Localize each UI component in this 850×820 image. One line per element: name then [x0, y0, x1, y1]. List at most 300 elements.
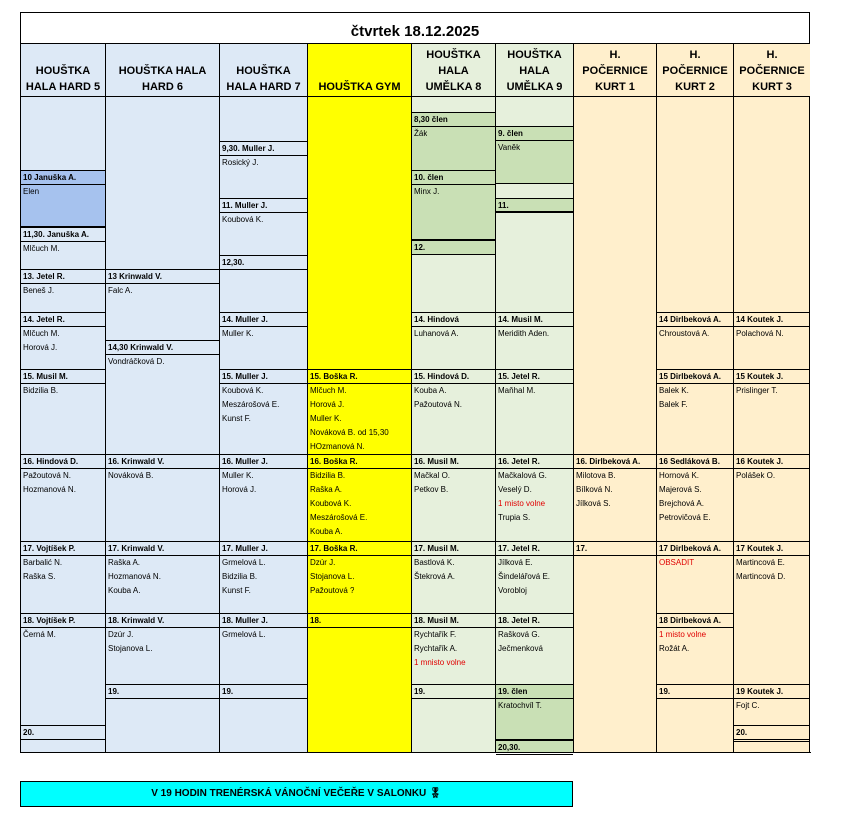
slot-divider	[21, 283, 105, 284]
time-slot[interactable]	[734, 541, 809, 684]
slot-divider	[496, 212, 573, 213]
column-header-line: H.	[689, 49, 701, 61]
column-header	[733, 43, 810, 96]
slot-divider	[734, 698, 809, 699]
time-slot[interactable]	[734, 369, 809, 454]
player-name: Hozmanová N.	[23, 485, 76, 494]
player-name: Meridith Aden.	[498, 329, 550, 338]
slot-time-coach: 11,30. Januška A.	[23, 230, 89, 239]
slot-divider	[734, 326, 809, 327]
player-name: Dzúr J.	[108, 630, 134, 639]
column-body	[656, 96, 733, 752]
slot-time-coach: 16. Dirlbeková A.	[576, 457, 641, 466]
slot-divider	[734, 739, 809, 740]
player-name: Žák	[414, 129, 428, 138]
player-name: Beneš J.	[23, 286, 55, 295]
slot-time-coach: 17. Vojtíšek P.	[23, 544, 76, 553]
column-header-line: KURT 3	[752, 81, 792, 93]
column-header	[495, 43, 573, 96]
slot-divider	[220, 212, 307, 213]
slot-time-coach: 18. Vojtíšek P.	[23, 616, 76, 625]
time-slot[interactable]	[106, 454, 219, 541]
player-name: Ječmenková	[498, 644, 543, 653]
player-name: Horová J.	[222, 485, 257, 494]
player-name: Hornová K.	[659, 471, 700, 480]
slot-divider	[21, 241, 105, 242]
player-name: Rosický J.	[222, 158, 259, 167]
player-name: Koubová K.	[222, 386, 264, 395]
player-name: Bidzilia B.	[23, 386, 59, 395]
slot-divider	[412, 698, 495, 699]
slot-time-coach: 17. Boška R.	[310, 544, 358, 553]
player-name: Rašková G.	[498, 630, 540, 639]
slot-divider	[574, 468, 656, 469]
slot-time-coach: 15. Hindová D.	[414, 372, 470, 381]
player-name: Raška S.	[23, 572, 56, 581]
slot-time-coach: 16. Musil M.	[414, 457, 459, 466]
player-name: Černá M.	[23, 630, 56, 639]
date-title: čtvrtek 18.12.2025	[20, 12, 810, 44]
slot-time-coach: 20.	[23, 728, 35, 737]
slot-divider	[496, 698, 573, 699]
slot-time-coach: 19.	[659, 687, 671, 696]
player-name: Nováková B.	[108, 471, 154, 480]
slot-time-coach: 14. Muller J.	[222, 315, 268, 324]
player-name: Jílková E.	[498, 558, 533, 567]
time-slot[interactable]	[734, 684, 809, 725]
slot-time-coach: 14. Hindová	[414, 315, 459, 324]
player-name: Šindelářová E.	[498, 572, 551, 581]
player-name: Koubová K.	[222, 215, 264, 224]
slot-divider	[657, 326, 733, 327]
player-name: Kouba A.	[414, 386, 447, 395]
player-name: Vorobloj	[498, 586, 527, 595]
player-name: Rožát A.	[659, 644, 690, 653]
time-slot[interactable]	[734, 312, 809, 369]
time-slot[interactable]	[21, 454, 105, 541]
player-name: Meszárošová E.	[222, 400, 280, 409]
column-header-line: KURT 1	[595, 81, 635, 93]
time-slot[interactable]	[308, 541, 411, 613]
player-name: Trupia S.	[498, 513, 531, 522]
slot-time-coach: 12.	[414, 243, 426, 252]
player-name: Meszárošová E.	[310, 513, 368, 522]
player-name: Bidzilia B.	[222, 572, 258, 581]
player-name: Pažoutová N.	[23, 471, 72, 480]
slot-divider	[412, 468, 495, 469]
time-slot[interactable]	[412, 684, 495, 753]
player-name: HOzmanová N.	[310, 442, 365, 451]
time-slot[interactable]	[657, 454, 733, 541]
column-header-line: HOUŠTKA	[507, 49, 562, 61]
player-name: Rychtařík A.	[414, 644, 458, 653]
player-name: Rychtařík F.	[414, 630, 457, 639]
player-name: Horová J.	[310, 400, 345, 409]
player-name: Bílková N.	[576, 485, 613, 494]
player-name: Dzúr J.	[310, 558, 336, 567]
time-slot[interactable]	[220, 454, 307, 541]
column-header-line: POČERNICE	[662, 65, 728, 77]
player-name: Mlčuch M.	[23, 244, 60, 253]
player-name: Elen	[23, 187, 40, 196]
column-header-line: HARD 6	[142, 81, 183, 93]
column-header-line: HOUŠTKA	[35, 65, 91, 77]
player-name: Bidzilia B.	[310, 471, 346, 480]
column-header-line: UMĚLKA 9	[506, 81, 563, 93]
slot-time-coach: 19 Koutek J.	[736, 687, 784, 696]
time-slot[interactable]	[106, 613, 219, 684]
time-slot[interactable]	[412, 454, 495, 541]
column-header	[20, 43, 105, 96]
player-name: Milotova B.	[576, 471, 616, 480]
slot-divider	[657, 383, 733, 384]
slot-time-coach: 12,30.	[222, 258, 245, 267]
column-header-line: HOUŠTKA	[236, 65, 291, 77]
slot-divider	[21, 468, 105, 469]
time-slot[interactable]	[21, 369, 105, 454]
time-slot[interactable]	[21, 269, 105, 312]
time-slot[interactable]	[308, 369, 411, 454]
slot-divider	[734, 383, 809, 384]
time-slot[interactable]	[21, 541, 105, 613]
column-header-line: HALA	[519, 65, 550, 77]
slot-time-coach: 16. Hindová D.	[23, 457, 79, 466]
player-name: Brejchová A.	[659, 499, 704, 508]
player-name: 1 misto volne	[498, 499, 546, 508]
column-body	[219, 96, 307, 752]
player-name: Martincová D.	[736, 572, 786, 581]
player-name: OBSADIT	[659, 558, 695, 567]
player-name: Mačkalová G.	[498, 471, 547, 480]
player-name: Grmelová L.	[222, 630, 266, 639]
slot-time-coach: 17 Koutek J.	[736, 544, 784, 553]
player-name: Veselý D.	[498, 485, 532, 494]
slot-divider	[657, 698, 733, 699]
column-header-line: HOUŠTKA HALA	[118, 65, 207, 77]
time-slot[interactable]	[496, 369, 573, 454]
player-name: 1 misto volne	[659, 630, 707, 639]
column-header	[656, 43, 733, 96]
slot-divider	[496, 383, 573, 384]
time-slot[interactable]	[657, 684, 733, 753]
player-name: Grmelová L.	[222, 558, 266, 567]
slot-time-coach: 16. Muller J.	[222, 457, 268, 466]
slot-divider	[412, 254, 495, 255]
slot-time-coach: 16. Jetel R.	[498, 457, 540, 466]
slot-time-coach: 17.	[576, 544, 588, 553]
player-name: Muller K.	[310, 414, 342, 423]
slot-time-coach: 18. Musil M.	[414, 616, 459, 625]
slot-time-coach: 17. Muller J.	[222, 544, 268, 553]
column-header-line: H.	[766, 49, 778, 61]
column-header-line: HOUŠTKA	[426, 49, 481, 61]
player-name: Kunst F.	[222, 586, 251, 595]
slot-divider	[734, 468, 809, 469]
slot-time-coach: 15 Dirlbeková A.	[659, 372, 721, 381]
slot-time-coach: 19.	[222, 687, 234, 696]
slot-divider	[412, 184, 495, 185]
player-name: Balek F.	[659, 400, 688, 409]
slot-time-coach: 19.	[414, 687, 426, 696]
player-name: Stojanova L.	[310, 572, 355, 581]
player-name: Prislinger T.	[736, 386, 778, 395]
time-slot[interactable]	[106, 269, 219, 340]
slot-time-coach: 14 Koutek J.	[736, 315, 784, 324]
player-name: Kouba A.	[108, 586, 141, 595]
slot-divider	[21, 184, 105, 185]
slot-time-coach: 18. Jetel R.	[498, 616, 540, 625]
grid-bottom-border	[20, 752, 811, 753]
column-header-line: H.	[609, 49, 621, 61]
grid-line	[734, 741, 809, 742]
player-name: Mlčuch M.	[23, 329, 60, 338]
slot-time-coach: 19. člen	[498, 687, 528, 696]
player-name: Kouba A.	[310, 527, 343, 536]
player-name: Vaněk	[498, 143, 521, 152]
slot-time-coach: 13. Jetel R.	[23, 272, 65, 281]
grid-line	[106, 354, 219, 355]
column-body	[307, 96, 411, 752]
slot-divider	[220, 269, 307, 270]
slot-time-coach: 14 Dirlbeková A.	[659, 315, 721, 324]
slot-divider	[21, 326, 105, 327]
slot-time-coach: 16 Sedláková B.	[659, 457, 720, 466]
time-slot[interactable]	[496, 541, 573, 613]
player-name: Mačkal O.	[414, 471, 451, 480]
time-slot[interactable]	[220, 369, 307, 454]
time-slot[interactable]	[21, 227, 105, 269]
time-slot[interactable]	[657, 369, 733, 454]
player-name: Štekrová A.	[414, 572, 455, 581]
slot-time-coach: 15. Boška R.	[310, 372, 358, 381]
time-slot[interactable]	[496, 126, 573, 184]
slot-divider	[220, 468, 307, 469]
player-name: Pažoutová ?	[310, 586, 355, 595]
player-name: Petkov B.	[414, 485, 449, 494]
time-slot[interactable]	[21, 312, 105, 369]
column-body	[411, 96, 495, 752]
slot-divider	[308, 468, 411, 469]
time-slot[interactable]	[412, 541, 495, 613]
time-slot[interactable]	[412, 312, 495, 369]
slot-time-coach: 13 Krinwald V.	[108, 272, 162, 281]
slot-divider	[412, 126, 495, 127]
slot-divider	[106, 627, 219, 628]
player-name: Polášek O.	[736, 471, 776, 480]
slot-time-coach: 14. Musil M.	[498, 315, 543, 324]
slot-divider	[412, 555, 495, 556]
slot-time-coach: 14,30 Krinwald V.	[108, 343, 174, 352]
time-slot[interactable]	[412, 369, 495, 454]
slot-divider	[21, 555, 105, 556]
player-name: Jílková S.	[576, 499, 611, 508]
player-name: Barbalić N.	[23, 558, 63, 567]
column-header-line: POČERNICE	[582, 65, 648, 77]
player-name: Horová J.	[23, 343, 58, 352]
column-body	[733, 96, 810, 752]
column-body	[573, 96, 656, 752]
slot-time-coach: 20,30.	[498, 743, 521, 752]
player-name: Martincová E.	[736, 558, 785, 567]
player-name: Falc A.	[108, 286, 133, 295]
time-slot[interactable]	[308, 454, 411, 541]
player-name: Balek K.	[659, 386, 689, 395]
slot-divider	[412, 326, 495, 327]
slot-divider	[496, 326, 573, 327]
player-name: Bastlová K.	[414, 558, 455, 567]
column-header	[219, 43, 307, 96]
player-name: Hozmanová N.	[108, 572, 161, 581]
time-slot[interactable]	[574, 541, 656, 753]
slot-divider	[308, 383, 411, 384]
column-header	[411, 43, 495, 96]
time-slot[interactable]	[220, 255, 307, 312]
time-slot[interactable]	[220, 198, 307, 255]
slot-time-coach: 15 Koutek J.	[736, 372, 784, 381]
slot-time-coach: 15. Jetel R.	[498, 372, 540, 381]
slot-divider	[21, 383, 105, 384]
time-slot[interactable]	[657, 541, 733, 613]
player-name: Maňhal M.	[498, 386, 536, 395]
column-header	[573, 43, 656, 96]
player-name: Stojanova L.	[108, 644, 153, 653]
slot-time-coach: 10. člen	[414, 173, 444, 182]
column-body	[495, 96, 573, 752]
column-header	[105, 43, 219, 96]
player-name: Luhanová A.	[414, 329, 459, 338]
column-header-line: HOUŠTKA GYM	[318, 81, 401, 93]
player-name: Petrovičová E.	[659, 513, 711, 522]
slot-divider	[657, 555, 733, 556]
player-name: Koubová K.	[310, 499, 352, 508]
slot-time-coach: 17 Dirlbeková A.	[659, 544, 721, 553]
time-slot[interactable]	[496, 454, 573, 541]
time-slot[interactable]	[21, 170, 105, 227]
player-name: Mlčuch M.	[310, 386, 347, 395]
slot-divider	[220, 698, 307, 699]
time-slot[interactable]	[220, 613, 307, 684]
slot-divider	[496, 555, 573, 556]
time-slot[interactable]	[21, 725, 105, 753]
column-body	[20, 96, 105, 752]
slot-time-coach: 14. Jetel R.	[23, 315, 65, 324]
time-slot[interactable]	[734, 725, 809, 753]
slot-divider	[412, 383, 495, 384]
slot-divider	[308, 555, 411, 556]
player-name: Kratochvíl T.	[498, 701, 542, 710]
slot-divider	[496, 754, 573, 755]
time-slot[interactable]	[220, 541, 307, 613]
time-slot[interactable]	[220, 684, 307, 753]
column-header-line: HALA	[438, 65, 469, 77]
time-slot[interactable]	[106, 340, 219, 454]
column-header	[307, 43, 411, 96]
time-slot[interactable]	[412, 170, 495, 240]
slot-time-coach: 17. Musil M.	[414, 544, 459, 553]
slot-divider	[220, 155, 307, 156]
slot-time-coach: 20.	[736, 728, 748, 737]
player-name: Minx J.	[414, 187, 440, 196]
slot-time-coach: 18. Muller J.	[222, 616, 268, 625]
time-slot[interactable]	[21, 613, 105, 725]
grid-line	[106, 283, 219, 284]
player-name: Nováková B. od 15,30	[310, 428, 389, 437]
player-name: Chroustová A.	[659, 329, 710, 338]
time-slot[interactable]	[574, 454, 656, 541]
time-slot[interactable]	[220, 312, 307, 369]
slot-divider	[657, 468, 733, 469]
column-header-line: HALA HARD 5	[25, 81, 101, 93]
time-slot[interactable]	[496, 613, 573, 684]
column-header-line: POČERNICE	[739, 65, 805, 77]
player-name: Muller K.	[222, 329, 254, 338]
slot-time-coach: 8,30 člen	[414, 115, 448, 124]
slot-divider	[21, 739, 105, 740]
slot-divider	[220, 627, 307, 628]
player-name: 1 mnisto volne	[414, 658, 466, 667]
time-slot[interactable]	[734, 454, 809, 541]
slot-divider	[496, 468, 573, 469]
slot-time-coach: 16. Boška R.	[310, 457, 358, 466]
column-body	[105, 96, 219, 752]
column-header-line: UMĚLKA 8	[425, 81, 482, 93]
time-slot[interactable]	[412, 240, 495, 255]
slot-time-coach: 18. Krinwald V.	[108, 616, 165, 625]
time-slot[interactable]	[412, 613, 495, 684]
slot-divider	[734, 555, 809, 556]
slot-divider	[220, 383, 307, 384]
slot-divider	[220, 555, 307, 556]
time-slot[interactable]	[657, 613, 733, 684]
player-name: Raška A.	[310, 485, 343, 494]
slot-divider	[106, 468, 219, 469]
time-slot[interactable]	[220, 141, 307, 198]
time-slot[interactable]	[496, 684, 573, 740]
time-slot[interactable]	[496, 312, 573, 369]
time-slot[interactable]	[106, 684, 219, 753]
player-name: Majerová S.	[659, 485, 702, 494]
slot-time-coach: 18 Dirlbeková A.	[659, 616, 721, 625]
slot-divider	[106, 555, 219, 556]
slot-divider	[308, 627, 411, 628]
slot-divider	[574, 555, 656, 556]
time-slot[interactable]	[496, 198, 573, 212]
player-name: Pažoutová N.	[414, 400, 463, 409]
time-slot[interactable]	[308, 613, 411, 753]
slot-divider	[657, 627, 733, 628]
column-header-line: KURT 2	[675, 81, 715, 93]
slot-divider	[412, 627, 495, 628]
slot-time-coach: 18.	[310, 616, 322, 625]
slot-divider	[21, 627, 105, 628]
time-slot[interactable]	[657, 312, 733, 369]
slot-time-coach: 11.	[498, 201, 509, 210]
player-name: Vondráčková D.	[108, 357, 165, 366]
slot-time-coach: 15. Musil M.	[23, 372, 68, 381]
slot-divider	[220, 326, 307, 327]
slot-time-coach: 9. člen	[498, 129, 523, 138]
dinner-banner: V 19 HODIN TRENÉRSKÁ VÁNOČNÍ VEČEŘE V SALONKU 🎖	[20, 781, 573, 807]
slot-time-coach: 19.	[108, 687, 120, 696]
player-name: Raška A.	[108, 558, 141, 567]
slot-time-coach: 16 Koutek J.	[736, 457, 784, 466]
slot-time-coach: 17. Jetel R.	[498, 544, 540, 553]
slot-divider	[496, 140, 573, 141]
slot-time-coach: 9,30. Muller J.	[222, 144, 275, 153]
slot-time-coach: 10 Januška A.	[23, 173, 77, 182]
slot-divider	[496, 627, 573, 628]
time-slot[interactable]	[106, 541, 219, 613]
